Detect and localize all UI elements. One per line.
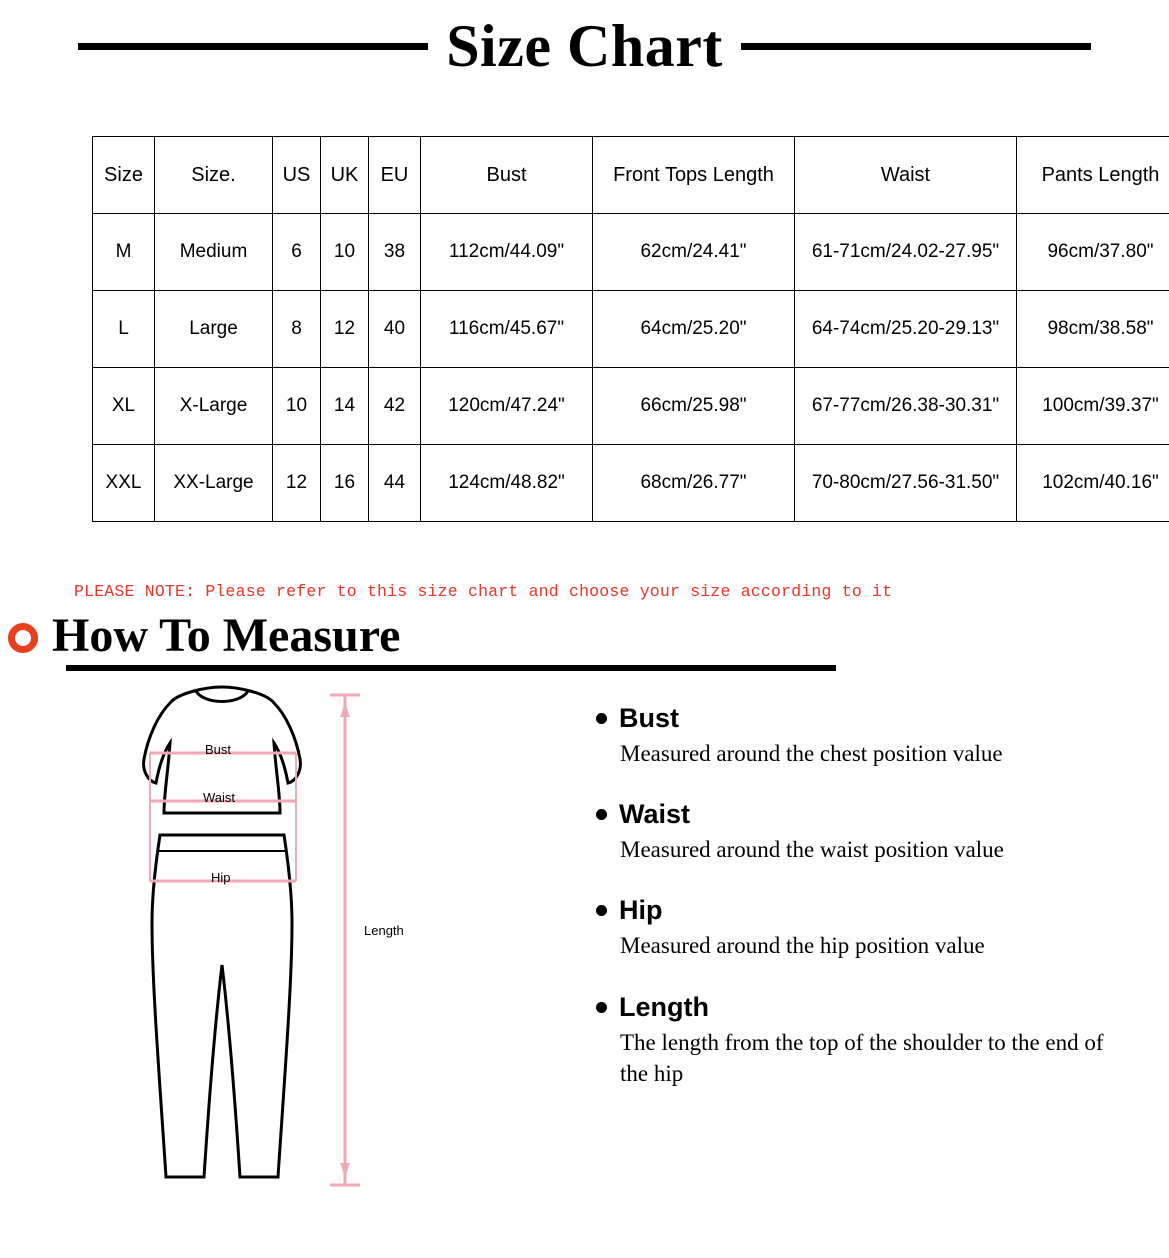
cell-bust: 116cm/45.67" [421,291,593,368]
cell-pants-length: 102cm/40.16" [1017,445,1169,522]
column-header-bust: Bust [421,137,593,214]
title-rule-right [741,43,1091,50]
cell-size-name: Medium [155,214,273,291]
cell-waist: 61-71cm/24.02-27.95" [795,214,1017,291]
cell-size: M [93,214,155,291]
cell-uk: 12 [321,291,369,368]
cell-size-name: X-Large [155,368,273,445]
cell-size: L [93,291,155,368]
cell-us: 12 [273,445,321,522]
cell-us: 6 [273,214,321,291]
column-header-front-tops-length: Front Tops Length [593,137,795,214]
how-to-measure-rule [66,665,836,671]
cell-pants-length: 96cm/37.80" [1017,214,1169,291]
column-header-eu: EU [369,137,421,214]
figure-label-hip: Hip [211,870,231,886]
cell-us: 10 [273,368,321,445]
measure-item-waist [560,799,1169,865]
cell-bust: 124cm/48.82" [421,445,593,522]
cell-eu: 42 [369,368,421,445]
page-title: Size Chart [446,13,723,79]
table-row [93,291,1169,368]
column-header-size-name: Size. [155,137,273,214]
circle-icon [8,623,38,653]
cell-front-tops-length: 66cm/25.98" [593,368,795,445]
column-header-uk: UK [321,137,369,214]
cell-front-tops-length: 62cm/24.41" [593,214,795,291]
cell-size-name: Large [155,291,273,368]
size-chart-table-wrapper [92,136,1160,522]
cell-front-tops-length: 68cm/26.77" [593,445,795,522]
cell-us: 8 [273,291,321,368]
table-header-row [93,137,1169,214]
cell-front-tops-length: 64cm/25.20" [593,291,795,368]
table-row [93,445,1169,522]
measure-title: Hip [619,895,663,926]
cell-size-name: XX-Large [155,445,273,522]
cell-bust: 120cm/47.24" [421,368,593,445]
measure-item-length [560,992,1169,1089]
figure-label-length: Length [361,921,407,940]
size-chart-table [92,136,1169,522]
measure-title: Waist [619,799,691,830]
measurement-figure [0,685,560,1205]
how-to-measure-title: How To Measure [52,609,401,662]
measure-body: Measured around the hip position value [620,933,985,959]
page-title-row [0,0,1169,86]
column-header-pants-length: Pants Length [1017,137,1169,214]
size-chart-note: PLEASE NOTE: Please refer to this size chart and choose your size according to it [74,582,893,601]
cell-eu: 40 [369,291,421,368]
measurement-descriptions [560,685,1169,1205]
cell-size: XXL [93,445,155,522]
figure-label-waist: Waist [203,790,236,806]
bullet-icon [596,905,607,916]
cell-uk: 10 [321,214,369,291]
measure-title: Bust [619,703,679,734]
bullet-icon [596,1002,607,1013]
cell-uk: 16 [321,445,369,522]
title-rule-left [78,43,428,50]
cell-pants-length: 98cm/38.58" [1017,291,1169,368]
measure-body: The length from the top of the shoulder to the end of the hip [620,1029,1104,1086]
how-to-measure-body [0,685,1169,1205]
measure-item-hip [560,895,1169,961]
bullet-icon [596,713,607,724]
column-header-size: Size [93,137,155,214]
cell-eu: 38 [369,214,421,291]
figure-label-bust: Bust [205,742,232,758]
table-row [93,214,1169,291]
bullet-icon [596,809,607,820]
figure-illustration [0,685,560,1215]
cell-eu: 44 [369,445,421,522]
column-header-waist: Waist [795,137,1017,214]
measure-item-bust [560,703,1169,769]
measure-body: Measured around the waist position value [620,837,1004,863]
how-to-measure-heading [8,611,1169,661]
measure-title: Length [619,991,709,1022]
cell-size: XL [93,368,155,445]
cell-waist: 64-74cm/25.20-29.13" [795,291,1017,368]
cell-pants-length: 100cm/39.37" [1017,368,1169,445]
column-header-us: US [273,137,321,214]
measure-body: Measured around the chest position value [620,741,1003,767]
table-row [93,368,1169,445]
cell-bust: 112cm/44.09" [421,214,593,291]
cell-waist: 70-80cm/27.56-31.50" [795,445,1017,522]
cell-uk: 14 [321,368,369,445]
cell-waist: 67-77cm/26.38-30.31" [795,368,1017,445]
